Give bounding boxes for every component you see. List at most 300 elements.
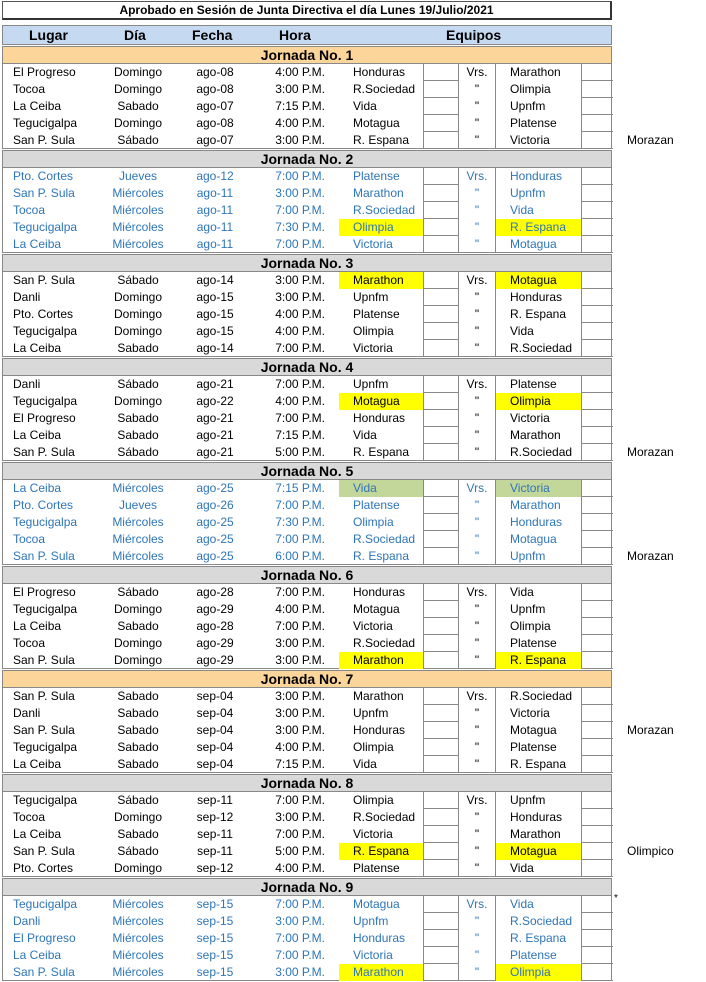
date-cell: ago-22 bbox=[196, 394, 234, 408]
away-score-box bbox=[581, 98, 613, 115]
away-score-box bbox=[581, 531, 613, 548]
time-cell: 7:00 P.M. bbox=[275, 411, 325, 425]
home-team-cell: Motagua bbox=[353, 897, 400, 911]
home-score-box bbox=[423, 860, 459, 877]
away-score-box bbox=[581, 860, 613, 877]
away-team-cell: Upnfm bbox=[495, 185, 581, 202]
away-score-box bbox=[581, 306, 613, 323]
venue-cell: Tegucigalpa bbox=[13, 220, 78, 234]
home-score-box bbox=[423, 635, 459, 652]
match-row bbox=[2, 601, 612, 618]
away-score-box bbox=[581, 115, 613, 132]
home-team-cell: R.Sociedad bbox=[353, 636, 416, 650]
away-team-cell: Victoria bbox=[495, 705, 581, 722]
versus-cell: " bbox=[474, 515, 480, 529]
venue-cell: La Ceiba bbox=[13, 948, 62, 962]
versus-cell: " bbox=[474, 220, 480, 234]
versus-cell: " bbox=[474, 549, 480, 563]
away-score-box bbox=[581, 202, 613, 219]
away-team-cell: Platense bbox=[495, 115, 581, 132]
away-score-box bbox=[581, 64, 613, 81]
match-row bbox=[2, 635, 612, 652]
day-cell: Domingo bbox=[113, 324, 163, 338]
home-team-cell: Honduras bbox=[353, 723, 406, 737]
home-team-cell: Marathon bbox=[339, 652, 423, 669]
venue-cell: Tocoa bbox=[13, 636, 46, 650]
away-team-cell: Upnfm bbox=[495, 792, 581, 809]
away-team-cell: R.Sociedad bbox=[495, 444, 581, 461]
away-score-box bbox=[581, 548, 613, 565]
venue-cell: La Ceiba bbox=[13, 757, 62, 771]
versus-cell: " bbox=[474, 844, 480, 858]
time-cell: 7:00 P.M. bbox=[275, 341, 325, 355]
home-team-cell: Victoria bbox=[353, 341, 393, 355]
time-cell: 4:00 P.M. bbox=[275, 861, 325, 875]
day-cell: Jueves bbox=[118, 169, 158, 183]
versus-cell: " bbox=[474, 186, 480, 200]
date-cell: ago-11 bbox=[196, 220, 234, 234]
venue-cell: Tegucigalpa bbox=[13, 515, 78, 529]
match-row bbox=[2, 219, 612, 236]
venue-cell: San P. Sula bbox=[13, 965, 75, 979]
home-score-box bbox=[423, 376, 459, 393]
away-team-cell: Olimpia bbox=[495, 618, 581, 635]
away-team-cell: Motagua bbox=[495, 236, 581, 253]
home-score-box bbox=[423, 427, 459, 444]
home-team-cell: Platense bbox=[353, 498, 400, 512]
day-cell: Miércoles bbox=[112, 914, 164, 928]
venue-cell: Pto. Cortes bbox=[13, 169, 74, 183]
venue-cell: Tegucigalpa bbox=[13, 394, 78, 408]
day-cell: Miércoles bbox=[112, 965, 164, 979]
date-cell: sep-11 bbox=[197, 827, 233, 841]
venue-cell: La Ceiba bbox=[13, 428, 62, 442]
home-team-cell: Olimpia bbox=[353, 515, 394, 529]
time-cell: 4:00 P.M. bbox=[275, 324, 325, 338]
away-team-cell: R. Espana bbox=[495, 306, 581, 323]
versus-cell: " bbox=[474, 636, 480, 650]
time-cell: 7:15 P.M. bbox=[275, 428, 325, 442]
away-team-cell: R. Espana bbox=[495, 219, 581, 236]
away-team-cell: R.Sociedad bbox=[495, 340, 581, 357]
home-team-cell: Platense bbox=[353, 169, 400, 183]
away-team-cell: R.Sociedad bbox=[495, 913, 581, 930]
day-cell: Sábado bbox=[117, 273, 159, 287]
versus-cell: " bbox=[474, 723, 480, 737]
jornada-header: Jornada No. 9 bbox=[2, 878, 612, 896]
home-team-cell: R. Espana bbox=[353, 133, 410, 147]
home-score-box bbox=[423, 618, 459, 635]
jornada-header: Jornada No. 6 bbox=[2, 566, 612, 584]
home-score-box bbox=[423, 756, 459, 773]
home-team-cell: Honduras bbox=[353, 65, 406, 79]
match-row bbox=[2, 115, 612, 132]
venue-cell: Tocoa bbox=[13, 810, 46, 824]
away-team-cell: R.Sociedad bbox=[495, 688, 581, 705]
home-score-box bbox=[423, 739, 459, 756]
home-team-cell: R. Espana bbox=[353, 445, 410, 459]
away-score-box bbox=[581, 480, 613, 497]
match-row bbox=[2, 514, 612, 531]
versus-cell: Vrs. bbox=[466, 897, 488, 911]
day-cell: Sabado bbox=[117, 99, 159, 113]
venue-cell: San P. Sula bbox=[13, 186, 75, 200]
venue-cell: San P. Sula bbox=[13, 549, 75, 563]
home-score-box bbox=[423, 289, 459, 306]
date-cell: sep-15 bbox=[196, 948, 234, 962]
venue-cell: Pto. Cortes bbox=[13, 307, 74, 321]
date-cell: ago-14 bbox=[196, 273, 234, 287]
away-team-cell: Motagua bbox=[495, 843, 581, 860]
venue-cell: Danli bbox=[13, 377, 41, 391]
match-row bbox=[2, 340, 612, 357]
venue-cell: Tegucigalpa bbox=[13, 897, 78, 911]
time-cell: 7:00 P.M. bbox=[275, 827, 325, 841]
time-cell: 7:00 P.M. bbox=[275, 793, 325, 807]
time-cell: 3:00 P.M. bbox=[275, 706, 325, 720]
away-team-cell: Marathon bbox=[495, 497, 581, 514]
versus-cell: " bbox=[474, 237, 480, 251]
home-team-cell: Honduras bbox=[353, 585, 406, 599]
versus-cell: " bbox=[474, 445, 480, 459]
away-score-box bbox=[581, 964, 613, 981]
home-team-cell: Victoria bbox=[353, 619, 393, 633]
home-team-cell: R.Sociedad bbox=[353, 203, 416, 217]
time-cell: 5:00 P.M. bbox=[275, 445, 325, 459]
away-team-cell: Platense bbox=[495, 635, 581, 652]
day-cell: Miércoles bbox=[112, 549, 164, 563]
away-team-cell: R. Espana bbox=[495, 652, 581, 669]
away-team-cell: Vida bbox=[495, 896, 581, 913]
date-cell: ago-11 bbox=[196, 186, 234, 200]
day-cell: Sabado bbox=[117, 689, 159, 703]
home-score-box bbox=[423, 202, 459, 219]
match-row bbox=[2, 98, 612, 115]
away-score-box bbox=[581, 688, 613, 705]
venue-cell: San P. Sula bbox=[13, 689, 75, 703]
day-cell: Sabado bbox=[117, 827, 159, 841]
venue-cell: Tegucigalpa bbox=[13, 793, 78, 807]
away-team-cell: Vida bbox=[495, 202, 581, 219]
home-team-cell: Olimpia bbox=[339, 219, 423, 236]
away-score-box bbox=[581, 722, 613, 739]
date-cell: sep-15 bbox=[196, 914, 234, 928]
match-row bbox=[2, 930, 612, 947]
home-score-box bbox=[423, 64, 459, 81]
away-score-box bbox=[581, 219, 613, 236]
away-score-box bbox=[581, 601, 613, 618]
venue-cell: La Ceiba bbox=[13, 99, 62, 113]
home-score-box bbox=[423, 480, 459, 497]
jornada-header: Jornada No. 5 bbox=[2, 462, 612, 480]
home-score-box bbox=[423, 132, 459, 149]
date-cell: sep-04 bbox=[196, 706, 234, 720]
day-cell: Miércoles bbox=[112, 532, 164, 546]
venue-cell: El Progreso bbox=[13, 585, 76, 599]
home-team-cell: Victoria bbox=[353, 237, 393, 251]
time-cell: 7:15 P.M. bbox=[275, 99, 325, 113]
match-row bbox=[2, 860, 612, 877]
away-team-cell: Victoria bbox=[495, 132, 581, 149]
home-score-box bbox=[423, 843, 459, 860]
match-row bbox=[2, 376, 612, 393]
date-cell: sep-15 bbox=[196, 965, 234, 979]
date-cell: ago-21 bbox=[196, 445, 234, 459]
day-cell: Domingo bbox=[113, 82, 163, 96]
jornada-header: Jornada No. 8 bbox=[2, 774, 612, 792]
away-score-box bbox=[581, 427, 613, 444]
versus-cell: " bbox=[474, 411, 480, 425]
date-cell: ago-15 bbox=[196, 324, 234, 338]
time-cell: 3:00 P.M. bbox=[275, 636, 325, 650]
day-cell: Miércoles bbox=[112, 186, 164, 200]
header-equipos: Equipos bbox=[446, 27, 502, 43]
home-team-cell: R.Sociedad bbox=[353, 82, 416, 96]
home-score-box bbox=[423, 964, 459, 981]
time-cell: 3:00 P.M. bbox=[275, 186, 325, 200]
away-team-cell: Honduras bbox=[495, 168, 581, 185]
away-score-box bbox=[581, 393, 613, 410]
home-team-cell: Motagua bbox=[339, 393, 423, 410]
match-row bbox=[2, 185, 612, 202]
home-score-box bbox=[423, 185, 459, 202]
away-score-box bbox=[581, 81, 613, 98]
date-cell: ago-25 bbox=[196, 481, 234, 495]
venue-cell: Tegucigalpa bbox=[13, 602, 78, 616]
home-score-box bbox=[423, 531, 459, 548]
versus-cell: " bbox=[474, 99, 480, 113]
day-cell: Sábado bbox=[117, 844, 159, 858]
time-cell: 7:15 P.M. bbox=[275, 757, 325, 771]
header-lugar: Lugar bbox=[29, 27, 68, 43]
date-cell: sep-04 bbox=[196, 723, 234, 737]
jornada-header: Jornada No. 7 bbox=[2, 670, 612, 688]
home-team-cell: Upnfm bbox=[353, 706, 389, 720]
stadium-note: Morazan bbox=[627, 723, 674, 737]
date-cell: ago-21 bbox=[196, 411, 234, 425]
match-row bbox=[2, 548, 612, 565]
home-score-box bbox=[423, 444, 459, 461]
match-row bbox=[2, 427, 612, 444]
date-cell: ago-08 bbox=[196, 82, 234, 96]
date-cell: ago-28 bbox=[196, 585, 234, 599]
day-cell: Sábado bbox=[117, 133, 159, 147]
away-score-box bbox=[581, 896, 613, 913]
home-score-box bbox=[423, 236, 459, 253]
versus-cell: " bbox=[474, 740, 480, 754]
day-cell: Sabado bbox=[117, 723, 159, 737]
venue-cell: La Ceiba bbox=[13, 827, 62, 841]
day-cell: Miércoles bbox=[112, 515, 164, 529]
day-cell: Miércoles bbox=[112, 203, 164, 217]
away-team-cell: Marathon bbox=[495, 826, 581, 843]
away-team-cell: Motagua bbox=[495, 272, 581, 289]
home-score-box bbox=[423, 323, 459, 340]
day-cell: Sábado bbox=[117, 377, 159, 391]
day-cell: Miércoles bbox=[112, 237, 164, 251]
venue-cell: San P. Sula bbox=[13, 653, 75, 667]
day-cell: Domingo bbox=[113, 636, 163, 650]
home-score-box bbox=[423, 947, 459, 964]
versus-cell: " bbox=[474, 498, 480, 512]
day-cell: Sabado bbox=[117, 619, 159, 633]
away-score-box bbox=[581, 168, 613, 185]
home-team-cell: R.Sociedad bbox=[353, 810, 416, 824]
date-cell: ago-08 bbox=[196, 116, 234, 130]
versus-cell: " bbox=[474, 914, 480, 928]
venue-cell: Tegucigalpa bbox=[13, 324, 78, 338]
venue-cell: Tocoa bbox=[13, 82, 46, 96]
time-cell: 7:00 P.M. bbox=[275, 169, 325, 183]
home-score-box bbox=[423, 340, 459, 357]
time-cell: 7:00 P.M. bbox=[275, 585, 325, 599]
versus-cell: Vrs. bbox=[466, 273, 488, 287]
versus-cell: " bbox=[474, 948, 480, 962]
time-cell: 3:00 P.M. bbox=[275, 914, 325, 928]
home-score-box bbox=[423, 497, 459, 514]
day-cell: Domingo bbox=[113, 394, 163, 408]
day-cell: Miércoles bbox=[112, 931, 164, 945]
jornada-header: Jornada No. 2 bbox=[2, 150, 612, 168]
home-score-box bbox=[423, 98, 459, 115]
versus-cell: Vrs. bbox=[466, 793, 488, 807]
away-score-box bbox=[581, 947, 613, 964]
home-team-cell: Vida bbox=[353, 428, 377, 442]
match-row bbox=[2, 809, 612, 826]
home-team-cell: Upnfm bbox=[353, 377, 389, 391]
versus-cell: Vrs. bbox=[466, 377, 488, 391]
header-fecha: Fecha bbox=[192, 27, 233, 43]
time-cell: 3:00 P.M. bbox=[275, 273, 325, 287]
venue-cell: Danli bbox=[13, 914, 41, 928]
versus-cell: " bbox=[474, 341, 480, 355]
versus-cell: Vrs. bbox=[466, 481, 488, 495]
time-cell: 3:00 P.M. bbox=[275, 723, 325, 737]
away-score-box bbox=[581, 792, 613, 809]
versus-cell: " bbox=[474, 757, 480, 771]
time-cell: 3:00 P.M. bbox=[275, 133, 325, 147]
match-row bbox=[2, 913, 612, 930]
venue-cell: La Ceiba bbox=[13, 237, 62, 251]
home-score-box bbox=[423, 272, 459, 289]
away-team-cell: Upnfm bbox=[495, 98, 581, 115]
home-score-box bbox=[423, 809, 459, 826]
venue-cell: San P. Sula bbox=[13, 133, 75, 147]
match-row bbox=[2, 64, 612, 81]
home-team-cell: Marathon bbox=[339, 964, 423, 981]
away-team-cell: Vida bbox=[495, 584, 581, 601]
day-cell: Miércoles bbox=[112, 948, 164, 962]
versus-cell: " bbox=[474, 203, 480, 217]
date-cell: ago-29 bbox=[196, 602, 234, 616]
day-cell: Sábado bbox=[117, 585, 159, 599]
day-cell: Sabado bbox=[117, 341, 159, 355]
away-score-box bbox=[581, 584, 613, 601]
home-team-cell: Platense bbox=[353, 307, 400, 321]
date-cell: sep-15 bbox=[196, 897, 234, 911]
match-row bbox=[2, 652, 612, 669]
day-cell: Sabado bbox=[117, 706, 159, 720]
versus-cell: " bbox=[474, 532, 480, 546]
away-team-cell: Olimpia bbox=[495, 393, 581, 410]
day-cell: Sábado bbox=[117, 793, 159, 807]
date-cell: ago-11 bbox=[196, 203, 234, 217]
away-score-box bbox=[581, 444, 613, 461]
time-cell: 4:00 P.M. bbox=[275, 394, 325, 408]
home-score-box bbox=[423, 601, 459, 618]
date-cell: sep-11 bbox=[197, 793, 233, 807]
venue-cell: La Ceiba bbox=[13, 619, 62, 633]
versus-cell: " bbox=[474, 827, 480, 841]
away-team-cell: R. Espana bbox=[495, 930, 581, 947]
match-row bbox=[2, 480, 612, 497]
time-cell: 7:00 P.M. bbox=[275, 532, 325, 546]
stadium-note: Olimpico bbox=[627, 844, 674, 858]
away-team-cell: Honduras bbox=[495, 289, 581, 306]
time-cell: 6:00 P.M. bbox=[275, 549, 325, 563]
match-row bbox=[2, 323, 612, 340]
day-cell: Domingo bbox=[113, 307, 163, 321]
away-score-box bbox=[581, 376, 613, 393]
away-score-box bbox=[581, 340, 613, 357]
away-score-box bbox=[581, 739, 613, 756]
away-team-cell: Motagua bbox=[495, 722, 581, 739]
versus-cell: " bbox=[474, 394, 480, 408]
match-row bbox=[2, 618, 612, 635]
venue-cell: San P. Sula bbox=[13, 723, 75, 737]
versus-cell: " bbox=[474, 965, 480, 979]
home-score-box bbox=[423, 896, 459, 913]
match-row bbox=[2, 236, 612, 253]
venue-cell: La Ceiba bbox=[13, 341, 62, 355]
home-team-cell: R.Sociedad bbox=[353, 532, 416, 546]
time-cell: 7:30 P.M. bbox=[275, 515, 325, 529]
date-cell: ago-15 bbox=[196, 290, 234, 304]
versus-cell: " bbox=[474, 133, 480, 147]
away-team-cell: Motagua bbox=[495, 531, 581, 548]
match-row bbox=[2, 410, 612, 427]
match-row bbox=[2, 584, 612, 601]
match-row bbox=[2, 132, 612, 149]
home-team-cell: Olimpia bbox=[353, 324, 394, 338]
venue-cell: Tegucigalpa bbox=[13, 116, 78, 130]
day-cell: Domingo bbox=[113, 810, 163, 824]
venue-cell: Danli bbox=[13, 706, 41, 720]
home-team-cell: Upnfm bbox=[353, 914, 389, 928]
time-cell: 3:00 P.M. bbox=[275, 653, 325, 667]
time-cell: 3:00 P.M. bbox=[275, 290, 325, 304]
home-score-box bbox=[423, 792, 459, 809]
time-cell: 7:00 P.M. bbox=[275, 897, 325, 911]
date-cell: sep-04 bbox=[196, 689, 234, 703]
away-team-cell: Marathon bbox=[495, 427, 581, 444]
away-score-box bbox=[581, 913, 613, 930]
away-team-cell: Honduras bbox=[495, 809, 581, 826]
away-team-cell: Olimpia bbox=[495, 964, 581, 981]
time-cell: 7:15 P.M. bbox=[275, 481, 325, 495]
venue-cell: Pto. Cortes bbox=[13, 861, 74, 875]
date-cell: ago-14 bbox=[196, 341, 234, 355]
home-score-box bbox=[423, 722, 459, 739]
match-row bbox=[2, 756, 612, 773]
match-row bbox=[2, 81, 612, 98]
day-cell: Miércoles bbox=[112, 481, 164, 495]
versus-cell: " bbox=[474, 602, 480, 616]
versus-cell: " bbox=[474, 619, 480, 633]
away-score-box bbox=[581, 132, 613, 149]
time-cell: 7:00 P.M. bbox=[275, 619, 325, 633]
time-cell: 5:00 P.M. bbox=[275, 844, 325, 858]
